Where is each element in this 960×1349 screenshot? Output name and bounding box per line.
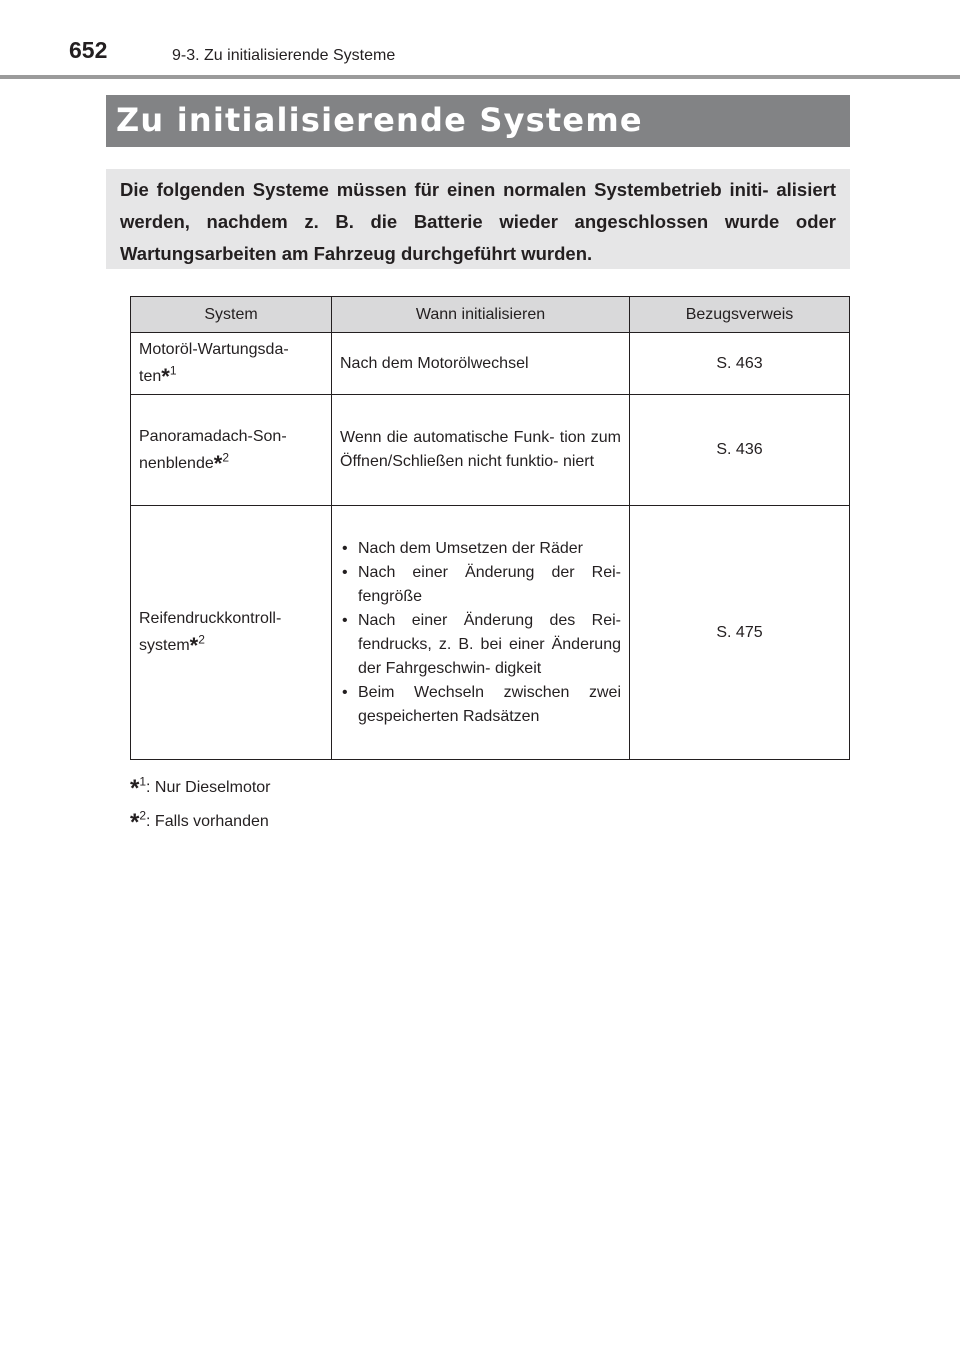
running-head: 9-3. Zu initialisierende Systeme <box>172 47 396 64</box>
when-cell: Wenn die automatische Funk- tion zum Öffnen/Schließen nicht funktio- niert <box>332 395 630 506</box>
list-item: • Nach dem Umsetzen der Räder <box>340 537 621 561</box>
intro-box <box>106 169 850 269</box>
footnote-text: : Falls vorhanden <box>146 813 269 830</box>
column-header-reference: Bezugsverweis <box>630 297 850 333</box>
footnote-asterisk: * <box>130 809 140 836</box>
footnotes <box>130 768 271 836</box>
footnote-number: 2 <box>222 450 229 465</box>
system-name: Panoramadach-Son- nenblende <box>139 427 287 472</box>
table-row <box>131 333 850 395</box>
system-cell <box>131 395 332 506</box>
reference-cell: S. 475 <box>630 506 850 760</box>
footnote-2 <box>130 802 271 836</box>
section-title-bar <box>106 95 850 147</box>
footnote-number: 1 <box>139 774 147 789</box>
footnote-number: 1 <box>169 363 177 378</box>
list-item: • Beim Wechseln zwischen zwei gespeicherten Radsätzen <box>340 681 621 729</box>
footnote-asterisk: * <box>189 633 199 658</box>
reference-cell: S. 463 <box>630 333 850 395</box>
section-title: Zu initialisierende Systeme <box>116 101 643 139</box>
when-cell <box>332 506 630 760</box>
list-item: • Nach einer Änderung der Rei- fengröße <box>340 561 621 609</box>
footnote-asterisk: * <box>213 450 223 476</box>
page-number: 652 <box>69 37 108 63</box>
list-item: • Nach einer Änderung des Rei- fendrucks, z. B. bei einer Änderung der Fahrgeschwin- digkeit <box>340 609 621 681</box>
table-row <box>131 395 850 506</box>
system-name: Motoröl-Wartungsda- ten <box>139 341 289 385</box>
table-row <box>131 506 850 760</box>
footnote-number: 2 <box>198 632 205 647</box>
footnote-text: : Nur Dieselmotor <box>146 779 271 796</box>
when-bullet-list <box>340 537 621 729</box>
system-name: Reifendruckkontroll- system <box>139 610 282 654</box>
when-cell: Nach dem Motorölwechsel <box>332 333 630 395</box>
reference-cell: S. 436 <box>630 395 850 506</box>
system-cell <box>131 506 332 760</box>
column-header-when: Wann initialisieren <box>332 297 630 333</box>
footnote-asterisk: * <box>130 775 140 802</box>
footnote-number: 2 <box>139 808 147 823</box>
intro-text: Die folgenden Systeme müssen für einen normalen Systembetrieb initi- alisiert werden, nachdem z. B. die Batterie wieder angeschlossen wurde oder Wartungsarbeiten am Fahrzeug durchgeführt wurden. <box>120 179 836 264</box>
system-cell <box>131 333 332 395</box>
column-header-system: System <box>131 297 332 333</box>
initialization-table <box>130 296 850 760</box>
header-rule <box>0 75 960 79</box>
table-header-row <box>131 297 850 333</box>
footnote-asterisk: * <box>161 364 170 389</box>
footnote-1 <box>130 768 271 802</box>
